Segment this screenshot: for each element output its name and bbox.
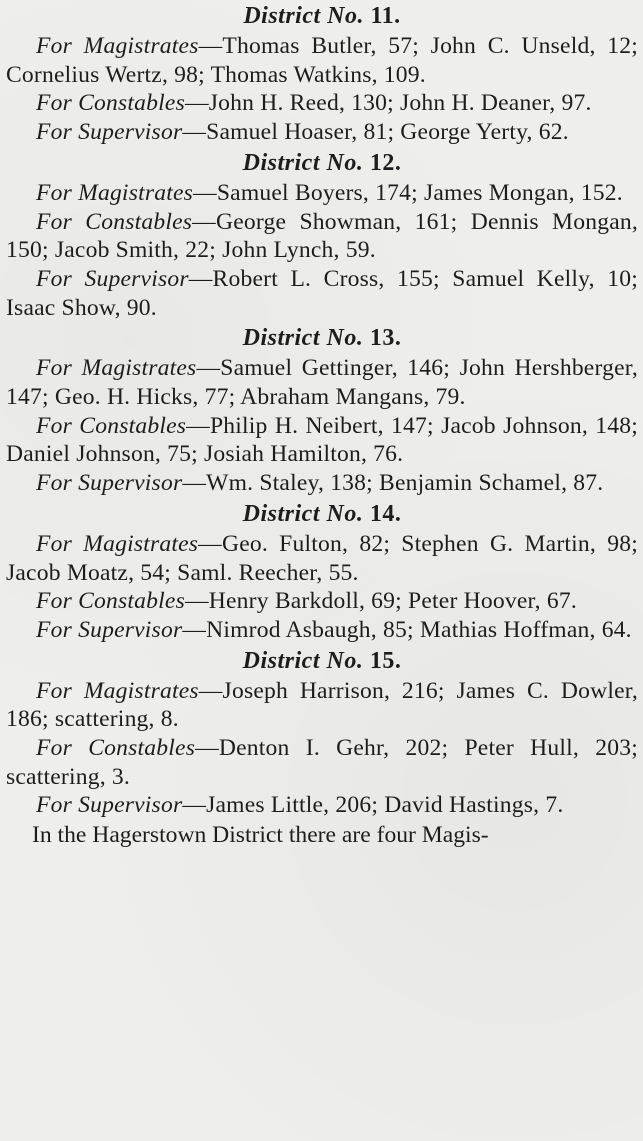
magistrates-entry: For Magistrates—Samuel Boyers, 174; James Mongan, 152. xyxy=(36,179,623,206)
district-section xyxy=(6,0,638,147)
closing-paragraph: In the Hagerstown District there are four Magis- xyxy=(32,822,489,849)
magistrates-entry: For Magistrates—Samuel Gettinger, 146; John Hershberger, 147; Geo. H. Hicks, 77; Abraham Mangans, 79. xyxy=(6,355,638,411)
supervisor-entry: For Supervisor—James Little, 206; David Hastings, 7. xyxy=(36,792,564,819)
district-section xyxy=(6,322,638,498)
district-heading: District No. 11. xyxy=(243,3,401,29)
district-section xyxy=(6,498,638,645)
district-section xyxy=(6,645,638,821)
district-heading: District No. 15. xyxy=(242,647,402,674)
district-heading: District No. 12. xyxy=(242,149,402,176)
constables-entry: For Constables—John H. Reed, 130; John H. Deaner, 97. xyxy=(36,90,592,117)
district-heading: District No. 14. xyxy=(242,500,402,527)
article-column xyxy=(6,0,638,850)
supervisor-entry: For Supervisor—Robert L. Cross, 155; Samuel Kelly, 10; Isaac Show, 90. xyxy=(6,265,638,321)
supervisor-entry: For Supervisor—Wm. Staley, 138; Benjamin Schamel, 87. xyxy=(36,470,604,497)
district-section xyxy=(6,147,638,323)
constables-entry: For Constables—George Showman, 161; Dennis Mongan, 150; Jacob Smith, 22; John Lynch, 59. xyxy=(6,208,638,264)
constables-entry: For Constables—Henry Barkdoll, 69; Peter Hoover, 67. xyxy=(36,588,577,615)
supervisor-entry: For Supervisor—Nimrod Asbaugh, 85; Mathias Hoffman, 64. xyxy=(36,616,632,643)
supervisor-entry: For Supervisor—Samuel Hoaser, 81; George Yerty, 62. xyxy=(36,119,569,146)
district-heading: District No. 13. xyxy=(242,325,402,352)
magistrates-entry: For Magistrates—Thomas Butler, 57; John C. Unseld, 12; Cornelius Wertz, 98; Thomas Watkins, 109. xyxy=(6,33,638,88)
magistrates-entry: For Magistrates—Geo. Fulton, 82; Stephen G. Martin, 98; Jacob Moatz, 54; Saml. Reecher, 55. xyxy=(6,530,638,586)
constables-entry: For Constables—Denton I. Gehr, 202; Peter Hull, 203; scattering, 3. xyxy=(6,735,638,790)
constables-entry: For Constables—Philip H. Neibert, 147; Jacob Johnson, 148; Daniel Johnson, 75; Josiah Hamilton, 76. xyxy=(6,412,638,468)
magistrates-entry: For Magistrates—Joseph Harrison, 216; James C. Dowler, 186; scattering, 8. xyxy=(6,677,638,733)
